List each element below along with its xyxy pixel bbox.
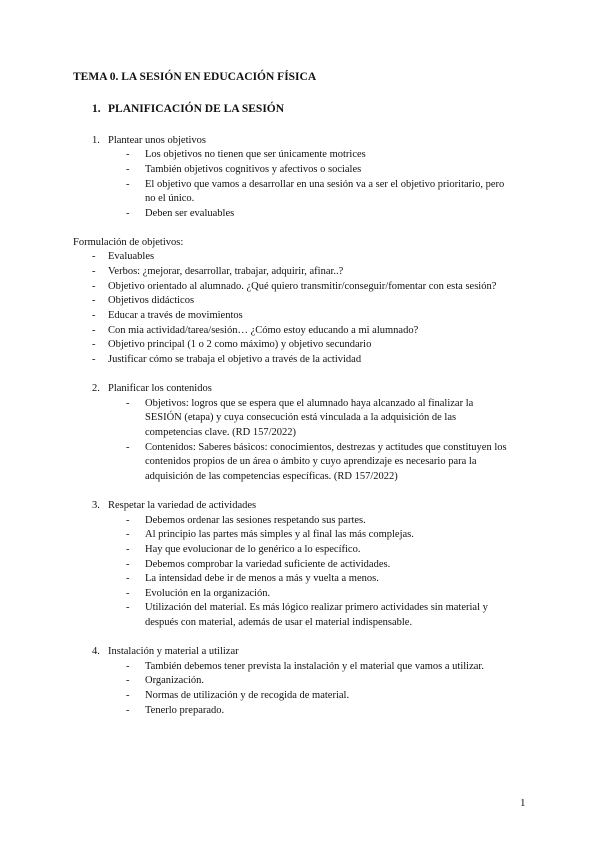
bullet-dash: - [126,515,130,526]
item-dash: - [92,339,96,350]
item-dash: - [92,251,96,262]
bullet-text: También objetivos cognitivos y afectivos o sociales [145,164,362,175]
bullet-text-continued: SESIÓN (etapa) y cuya consecución está vinculada a la adquisición de las [145,412,457,423]
formulacion-item: Objetivo principal (1 o 2 como máximo) y objetivo secundario [108,339,372,350]
bullet-text-continued: contenidos propios de un área o ámbito y cuyo aprendizaje es necesario para la [145,456,477,467]
item-dash: - [92,354,96,365]
bullet-text-continued: después con material, además de usar el material indispensable. [145,617,413,628]
formulacion-item: Evaluables [108,251,155,262]
section-title: Plantear unos objetivos [108,135,206,146]
bullet-text: Debemos comprobar la variedad suficiente de actividades. [145,559,391,570]
bullet-dash: - [126,398,130,409]
item-dash: - [92,281,96,292]
bullet-dash: - [126,544,130,555]
section-number: 3. [92,500,100,511]
bullet-dash: - [126,705,130,716]
bullet-text: Debemos ordenar las sesiones respetando sus partes. [145,515,366,526]
bullet-dash: - [126,588,130,599]
bullet-text: Evolución en la organización. [145,588,271,599]
formulacion-item: Verbos: ¿mejorar, desarrollar, trabajar, adquirir, afinar..? [108,266,344,277]
bullet-text-continued: no el único. [145,193,195,204]
page-number: 1 [520,797,526,809]
section-number: 4. [92,646,100,657]
section-title: Respetar la variedad de actividades [108,500,257,511]
bullet-dash: - [126,149,130,160]
item-dash: - [92,266,96,277]
bullet-dash: - [126,573,130,584]
bullet-text: Al principio las partes más simples y al final las más complejas. [145,529,414,540]
heading-number: 1. [92,103,101,115]
bullet-text-continued: adquisición de las competencias específicas. (RD 157/2022) [145,471,398,482]
bullet-dash: - [126,164,130,175]
section-title: Planificar los contenidos [108,383,212,394]
formulacion-item: Con mia actividad/tarea/sesión… ¿Cómo estoy educando a mi alumnado? [108,325,419,336]
item-dash: - [92,310,96,321]
bullet-dash: - [126,602,130,613]
bullet-text: También debemos tener prevista la instalación y el material que vamos a utilizar. [145,661,484,672]
heading-text: PLANIFICACIÓN DE LA SESIÓN [108,103,285,115]
formulacion-item: Objetivo orientado al alumnado. ¿Qué quiero transmitir/conseguir/fomentar con esta sesión? [108,281,497,292]
formulacion-item: Objetivos didácticos [108,295,195,306]
bullet-text: Utilización del material. Es más lógico realizar primero actividades sin material y [145,602,488,613]
bullet-text: La intensidad debe ir de menos a más y vuelta a menos. [145,573,379,584]
section-number: 1. [92,135,100,146]
bullet-text: Hay que evolucionar de lo genérico a lo específico. [145,544,361,555]
document-title: TEMA 0. LA SESIÓN EN EDUCACIÓN FÍSICA [73,71,317,83]
bullet-text: El objetivo que vamos a desarrollar en una sesión va a ser el objetivo prioritario, pero [145,179,505,190]
item-dash: - [92,295,96,306]
bullet-dash: - [126,529,130,540]
bullet-text: Organización. [145,675,204,686]
formulacion-item: Educar a través de movimientos [108,310,243,321]
section-number: 2. [92,383,100,394]
formulacion-title: Formulación de objetivos: [73,237,184,248]
bullet-text: Los objetivos no tienen que ser únicamente motrices [145,149,366,160]
bullet-dash: - [126,559,130,570]
bullet-text-continued: competencias clave. (RD 157/2022) [145,427,297,438]
bullet-text: Objetivos: logros que se espera que el alumnado haya alcanzado al finalizar la [145,398,474,409]
bullet-dash: - [126,675,130,686]
bullet-text: Tenerlo preparado. [145,705,225,716]
item-dash: - [92,325,96,336]
bullet-dash: - [126,442,130,453]
formulacion-item: Justificar cómo se trabaja el objetivo a través de la actividad [108,354,362,365]
bullet-dash: - [126,661,130,672]
bullet-dash: - [126,690,130,701]
bullet-text: Contenidos: Saberes básicos: conocimientos, destrezas y actitudes que constituyen los [145,442,507,453]
bullet-dash: - [126,208,130,219]
section-title: Instalación y material a utilizar [108,646,239,657]
bullet-text: Deben ser evaluables [145,208,235,219]
bullet-text: Normas de utilización y de recogida de material. [145,690,350,701]
bullet-dash: - [126,179,130,190]
